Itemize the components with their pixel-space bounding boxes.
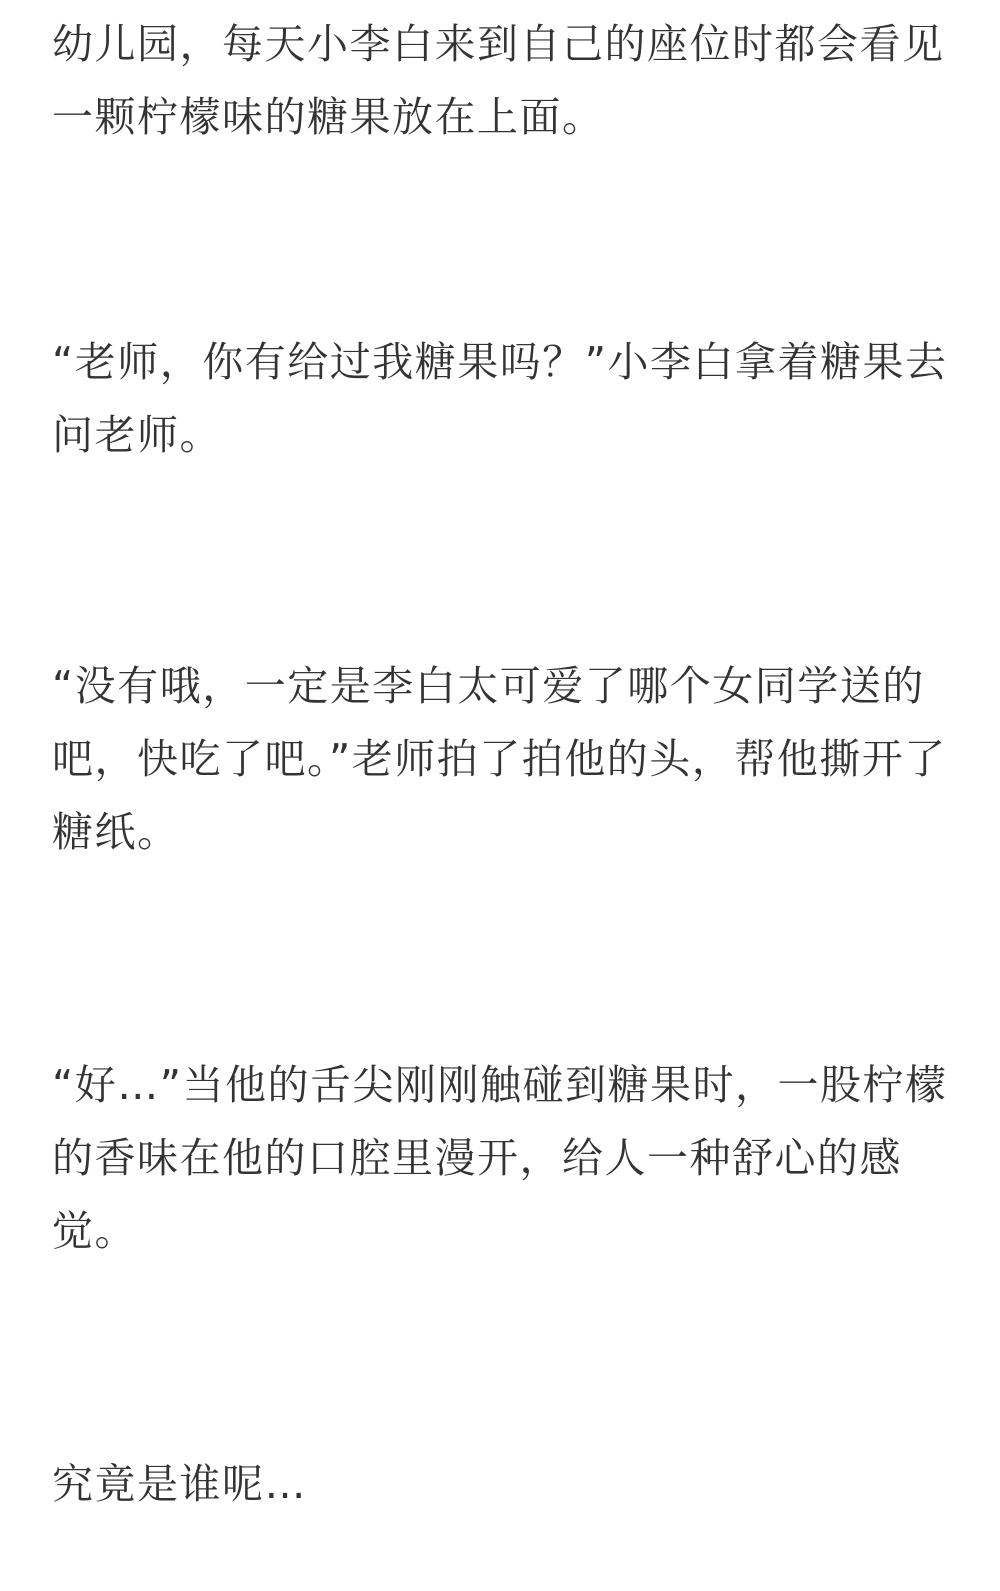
paragraph-lemon-taste: “好…”当他的舌尖刚刚触碰到糖果时，一股柠檬的香味在他的口腔里漫开，给人一种舒心的感觉。 (52, 1061, 948, 1255)
paragraph-kindergarten-candy: 幼儿园，每天小李白来到自己的座位时都会看见一颗柠檬味的糖果放在上面。 (52, 20, 945, 141)
story-page (0, 8, 1000, 1591)
paragraph-question-to-teacher: “老师，你有给过我糖果吗？”小李白拿着糖果去问老师。 (52, 338, 948, 459)
paragraph-who-is-it: 究竟是谁呢… (52, 1460, 307, 1508)
paragraph-teacher-reply: “没有哦，一定是李白太可爱了哪个女同学送的吧，快吃了吧。”老师拍了拍他的头，帮他撕开了糖纸。 (52, 662, 947, 856)
